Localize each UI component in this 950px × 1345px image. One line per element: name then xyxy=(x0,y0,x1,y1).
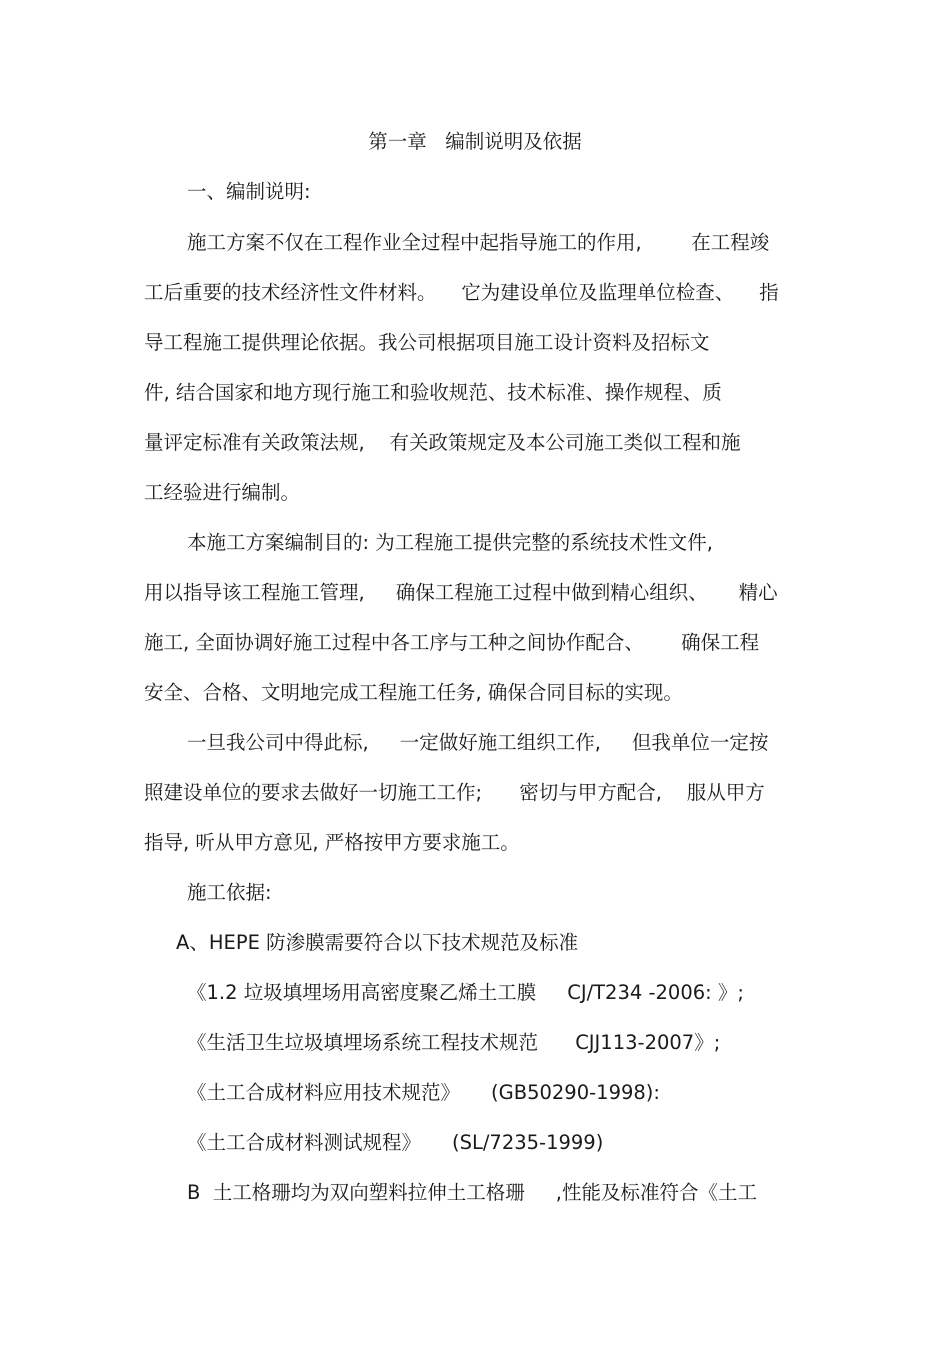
paragraph-line: 量评定标准有关政策法规, 有关政策规定及本公司施工类似工程和施 xyxy=(144,431,741,454)
standard-item: 《生活卫生垃圾填埋场系统工程技术规范 CJJ113-2007》; xyxy=(187,1031,721,1054)
paragraph-line: 指导, 听从甲方意见, 严格按甲方要求施工。 xyxy=(144,831,520,854)
standard-item: 《土工合成材料应用技术规范》 (GB50290-1998): xyxy=(187,1081,660,1104)
paragraph-line: 本施工方案编制目的: 为工程施工提供完整的系统技术性文件, xyxy=(187,531,713,554)
paragraph-line: 施工, 全面协调好施工过程中各工序与工种之间协作配合、 确保工程 xyxy=(144,631,760,654)
paragraph-line: 导工程施工提供理论依据。我公司根据项目施工设计资料及招标文 xyxy=(144,331,710,354)
standard-item: 《土工合成材料测试规程》 (SL/7235-1999) xyxy=(187,1131,604,1154)
standard-item: 《1.2 垃圾填埋场用高密度聚乙烯土工膜 CJ/T234 -2006: 》; xyxy=(187,981,744,1004)
paragraph-line: 件, 结合国家和地方现行施工和验收规范、技术标准、操作规程、质 xyxy=(144,381,722,404)
paragraph-line: 施工方案不仅在工程作业全过程中起指导施工的作用, 在工程竣 xyxy=(187,231,770,254)
paragraph-line: 用以指导该工程施工管理, 确保工程施工过程中做到精心组织、 精心 xyxy=(144,581,778,604)
paragraph-line: 工后重要的技术经济性文件材料。 它为建设单位及监理单位检查、 指 xyxy=(144,281,779,304)
paragraph-line: 安全、合格、文明地完成工程施工任务, 确保合同目标的实现。 xyxy=(144,681,683,704)
chapter-title: 第一章 编制说明及依据 xyxy=(368,130,582,153)
paragraph-line: 一旦我公司中得此标, 一定做好施工组织工作, 但我单位一定按 xyxy=(187,731,769,754)
paragraph-line: 工经验进行编制。 xyxy=(144,481,301,504)
list-item: B 土工格珊均为双向塑料拉伸土工格珊 ,性能及标准符合《土工 xyxy=(187,1181,757,1204)
section-heading: 一、编制说明: xyxy=(187,180,311,203)
basis-heading: 施工依据: xyxy=(187,881,272,904)
list-item: A、HEPE 防渗膜需要符合以下技术规范及标准 xyxy=(176,931,579,954)
paragraph-line: 照建设单位的要求去做好一切施工工作; 密切与甲方配合, 服从甲方 xyxy=(144,781,765,804)
